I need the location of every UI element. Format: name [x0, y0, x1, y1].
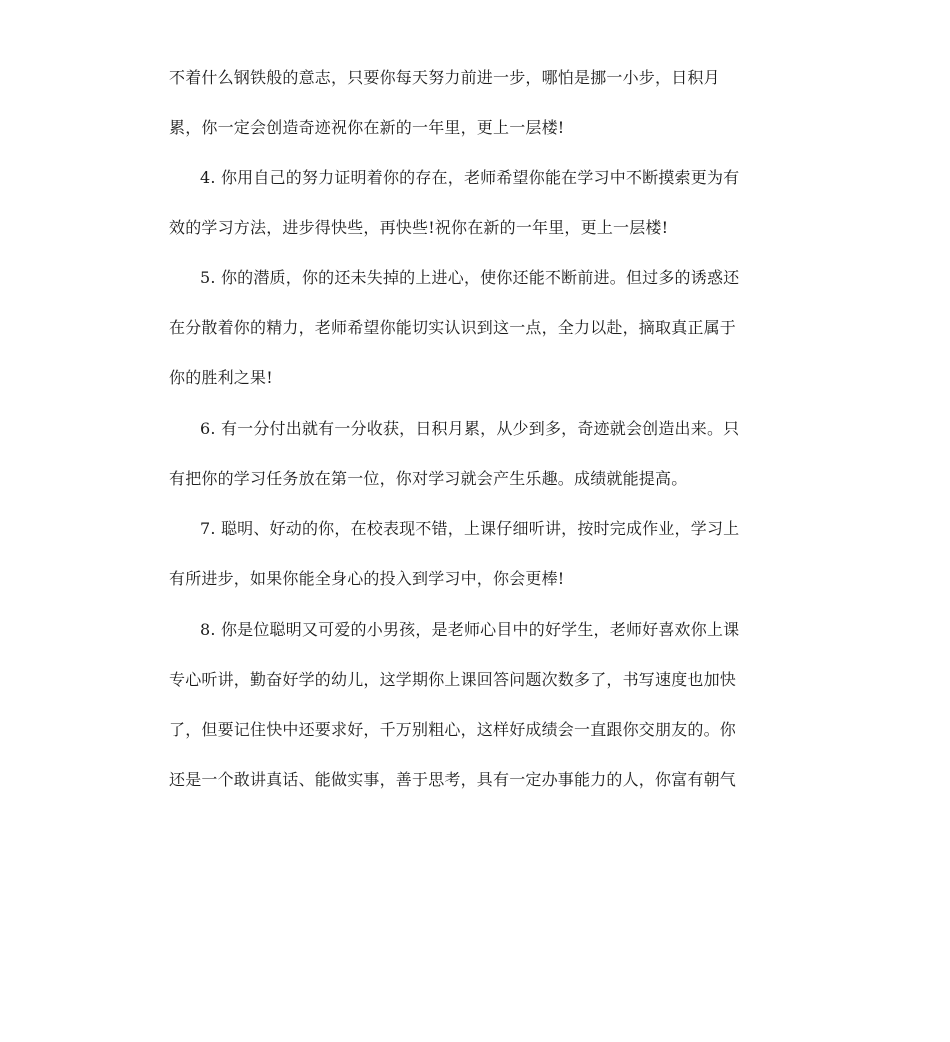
text-line: 在分散着你的精力，老师希望你能切实认识到这一点，全力以赴，摘取真正属于 [169, 318, 737, 337]
text-line: 不着什么钢铁般的意志，只要你每天努力前进一步，哪怕是挪一小步，日积月 [169, 68, 720, 87]
text-line: 你的胜利之果! [169, 368, 273, 387]
text-line: 累，你一定会创造奇迹祝你在新的一年里，更上一层楼! [169, 118, 565, 137]
paragraph-6-line: 6. 有一分付出就有一分收获，日积月累，从少到多，奇迹就会创造出来。只 [200, 419, 740, 438]
paragraph-5-line: 5. 你的潜质，你的还未失掉的上进心，使你还能不断前进。但过多的诱惑还 [200, 268, 740, 287]
text-line: 效的学习方法，进步得快些，再快些!祝你在新的一年里，更上一层楼! [169, 218, 669, 237]
paragraph-8-line: 8. 你是位聪明又可爱的小男孩，是老师心目中的好学生，老师好喜欢你上课 [200, 620, 740, 639]
text-line: 专心听讲，勤奋好学的幼儿，这学期你上课回答问题次数多了，书写速度也加快 [169, 670, 737, 689]
paragraph-4-line: 4. 你用自己的努力证明着你的存在，老师希望你能在学习中不断摸索更为有 [200, 168, 740, 187]
paragraph-7-line: 7. 聪明、好动的你，在校表现不错，上课仔细听讲，按时完成作业，学习上 [200, 519, 740, 538]
text-line: 还是一个敢讲真话、能做实事，善于思考，具有一定办事能力的人，你富有朝气 [169, 770, 737, 789]
text-line: 有把你的学习任务放在第一位，你对学习就会产生乐趣。成绩就能提高。 [169, 469, 688, 488]
text-line: 有所进步，如果你能全身心的投入到学习中，你会更棒! [169, 569, 565, 588]
text-line: 了，但要记住快中还要求好，千万别粗心，这样好成绩会一直跟你交朋友的。你 [169, 720, 737, 739]
